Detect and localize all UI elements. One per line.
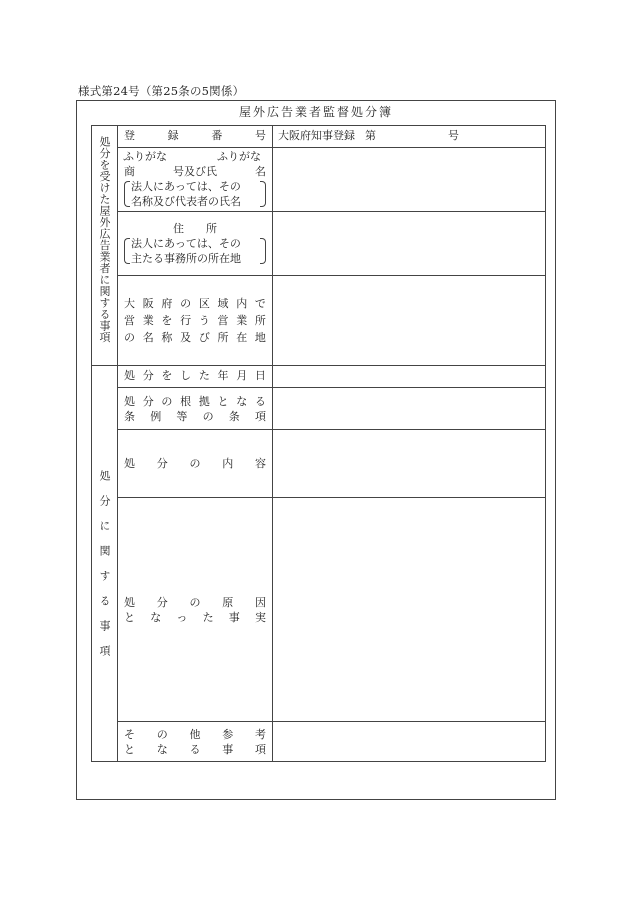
label-char: 因 <box>255 595 266 609</box>
label-char: 年 <box>217 369 229 382</box>
label-char: 府 <box>161 297 173 310</box>
label-char: 月 <box>236 369 248 382</box>
form-caption: 様式第24号（第25条の5関係） <box>78 84 245 98</box>
form-frame <box>76 100 556 800</box>
label-char: の <box>189 595 201 609</box>
label-char: 名 <box>255 165 266 178</box>
label-char: 条 <box>124 409 135 423</box>
label-char: た <box>198 369 210 382</box>
label-char: 大 <box>124 297 135 310</box>
address-note <box>124 236 266 266</box>
address-value-cell[interactable] <box>273 212 546 276</box>
label-char: の <box>202 409 214 423</box>
label-char: 分 <box>142 369 154 382</box>
label-char: の <box>180 297 192 310</box>
cause-line-2 <box>124 610 266 625</box>
form-title: 屋外広告業者監督処分簿 <box>238 105 393 119</box>
office-value-cell[interactable] <box>273 276 546 366</box>
other-label-cell <box>118 722 273 762</box>
label-char: る <box>189 742 201 756</box>
label-char: 営 <box>124 314 135 327</box>
label-char: 参 <box>222 727 234 741</box>
content-value-cell[interactable] <box>273 430 546 498</box>
label-char: た <box>202 610 214 624</box>
label-char: と <box>124 610 135 624</box>
registration-authority: 大阪府知事登録 <box>278 129 355 142</box>
basis-line-1 <box>124 394 266 409</box>
date-value-cell[interactable] <box>273 366 546 388</box>
label-char: 称 <box>161 331 173 344</box>
label-char: 登 <box>124 129 135 142</box>
label-char: 域 <box>217 297 229 310</box>
label-char: と <box>124 742 135 756</box>
label-char: 内 <box>236 297 248 310</box>
label-char: の <box>156 727 168 741</box>
label-char: 等 <box>176 409 188 423</box>
label-char: 号及び氏 <box>173 165 217 178</box>
note-line: 法人にあっては、その <box>131 180 241 193</box>
note-line: 名称及び代表者の氏名 <box>131 195 241 208</box>
office-label <box>118 293 272 348</box>
label-char: を <box>161 314 173 327</box>
other-line-1 <box>124 727 266 742</box>
label-char: 例 <box>150 409 162 423</box>
basis-label <box>118 392 272 426</box>
date-label <box>118 366 272 385</box>
label-char: 番 <box>211 129 223 142</box>
label-char: 行 <box>180 314 192 327</box>
basis-label-cell <box>118 388 273 430</box>
office-line-1 <box>124 295 266 312</box>
cause-value-cell[interactable] <box>273 498 546 722</box>
other-value-cell[interactable] <box>273 722 546 762</box>
label-char: 処 <box>124 394 135 408</box>
label-char: 処 <box>124 457 135 470</box>
label-char: 分 <box>156 457 168 470</box>
label-char: 所 <box>254 314 266 327</box>
name-label-cell <box>118 148 273 212</box>
label-char: 名 <box>142 331 154 344</box>
label-char: 区 <box>198 297 210 310</box>
label-char: 事 <box>228 610 240 624</box>
label-char: る <box>254 394 266 408</box>
office-line-2 <box>124 312 266 329</box>
label-char: 及 <box>180 331 192 344</box>
label-char: う <box>198 314 210 327</box>
note-line: 主たる事務所の所在地 <box>131 252 241 265</box>
address-label-cell <box>118 212 273 276</box>
label-char: そ <box>124 727 135 741</box>
cause-label-cell <box>118 498 273 722</box>
registration-label <box>118 126 272 145</box>
label-char: な <box>150 610 162 624</box>
label-char: 項 <box>254 409 266 423</box>
label-char: 原 <box>222 595 234 609</box>
registration-suffix: 号 <box>448 129 459 142</box>
label-char: の <box>161 394 173 408</box>
section1-label-cell <box>92 126 118 366</box>
other-label <box>118 725 272 759</box>
content-label <box>118 454 272 473</box>
label-char: し <box>180 369 192 382</box>
label-char: 内 <box>222 457 234 470</box>
label-char: 処 <box>124 369 135 382</box>
label-char: の <box>189 457 201 470</box>
label-char: 実 <box>254 610 266 624</box>
content-label-cell <box>118 430 273 498</box>
label-char: を <box>161 369 173 382</box>
name-note <box>124 179 266 209</box>
basis-line-2 <box>124 409 266 424</box>
cause-line-1 <box>124 595 266 610</box>
office-line-3 <box>124 329 266 346</box>
label-char: の <box>124 331 135 344</box>
label-char: 録 <box>167 129 179 142</box>
label-char: 処 <box>124 595 135 609</box>
registration-value <box>273 126 545 145</box>
name-label <box>118 148 272 209</box>
label-char: 項 <box>255 742 266 756</box>
note-line: 法人にあっては、その <box>131 237 241 250</box>
label-char: 条 <box>228 409 240 423</box>
label-char: 拠 <box>198 394 210 408</box>
label-char: 所 <box>217 331 229 344</box>
label-char: 商 <box>124 165 135 178</box>
label-char: 容 <box>255 457 266 470</box>
address-title: 住 所 <box>173 222 217 235</box>
cause-label <box>118 593 272 627</box>
label-char: 阪 <box>142 297 154 310</box>
label-char: 地 <box>254 331 266 344</box>
office-label-cell <box>118 276 273 366</box>
label-char: 業 <box>236 314 248 327</box>
section2-label: 処分に関する事項 <box>98 470 111 670</box>
label-char: 在 <box>236 331 248 344</box>
registration-label-cell <box>118 126 273 148</box>
register-table <box>91 125 546 762</box>
label-char: 業 <box>142 314 154 327</box>
label-char: な <box>236 394 248 408</box>
basis-value-cell[interactable] <box>273 388 546 430</box>
other-line-2 <box>124 742 266 757</box>
label-char: 他 <box>189 727 201 741</box>
label-char: 考 <box>255 727 266 741</box>
label-char: び <box>198 331 210 344</box>
name-value-cell[interactable] <box>273 148 546 212</box>
label-char: 事 <box>222 742 234 756</box>
date-label-cell <box>118 366 273 388</box>
label-char: 日 <box>254 369 266 382</box>
label-char: と <box>217 394 229 408</box>
label-char: 営 <box>217 314 229 327</box>
label-char: な <box>156 742 168 756</box>
furigana-right: ふりがな <box>217 150 261 163</box>
registration-value-cell[interactable] <box>273 126 546 148</box>
address-label <box>118 212 272 266</box>
label-char: 分 <box>142 394 154 408</box>
registration-prefix: 第 <box>365 129 376 142</box>
label-char: 号 <box>254 129 266 142</box>
label-char: で <box>254 297 266 310</box>
section2-label-cell <box>92 366 118 762</box>
label-char: 分 <box>156 595 168 609</box>
section1-label: 処分を受けた屋外広告業者に関する事項 <box>98 136 111 343</box>
label-char: っ <box>176 610 188 624</box>
label-char: 根 <box>180 394 192 408</box>
furigana-left: ふりがな <box>123 150 167 163</box>
